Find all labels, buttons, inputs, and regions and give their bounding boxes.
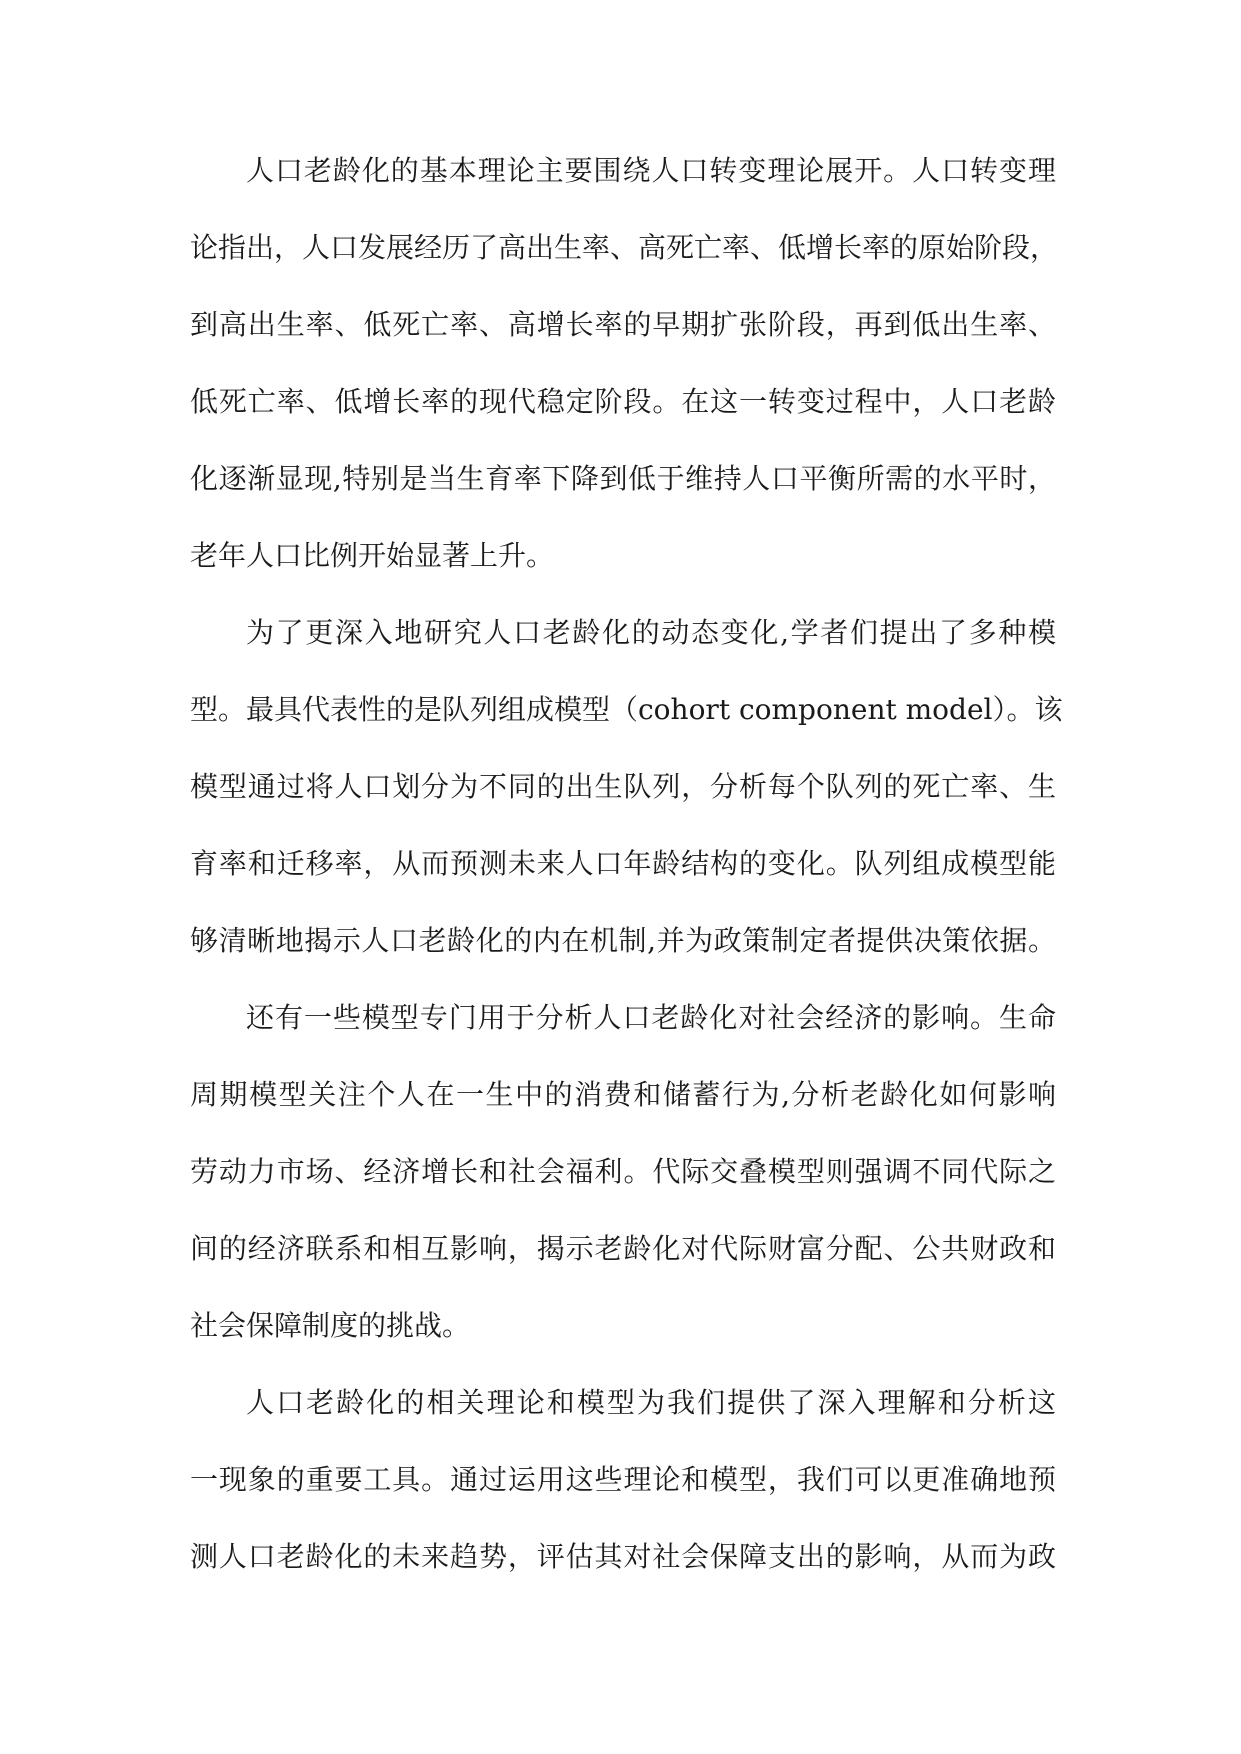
text-line: 测人口老龄化的未来趋势，评估其对社会保障支出的影响，从而为政 — [190, 1540, 1056, 1573]
text-line: 人口老龄化的基本理论主要围绕人口转变理论展开。人口转变理 — [246, 154, 1056, 187]
paragraph-1 — [190, 140, 1059, 602]
text-line: 论指出，人口发展经历了高出生率、高死亡率、低增长率的原始阶段， — [190, 231, 1059, 264]
text-line: 够清晰地揭示人口老龄化的内在机制,并为政策制定者提供决策依据。 — [190, 924, 1056, 957]
text-line: 型。最具代表性的是队列组成模型（cohort component model）。该 — [190, 693, 1063, 726]
text-line: 还有一些模型专门用于分析人口老龄化对社会经济的影响。生命 — [246, 1001, 1056, 1034]
text-line: 到高出生率、低死亡率、高增长率的早期扩张阶段，再到低出生率、 — [190, 308, 1056, 341]
text-line: 人口老龄化的相关理论和模型为我们提供了深入理解和分析这 — [246, 1386, 1056, 1419]
text-line: 社会保障制度的挑战。 — [190, 1309, 471, 1342]
paragraph-3 — [190, 987, 1056, 1372]
text-line: 间的经济联系和相互影响，揭示老龄化对代际财富分配、公共财政和 — [190, 1232, 1056, 1265]
text-line: 为了更深入地研究人口老龄化的动态变化,学者们提出了多种模 — [246, 616, 1056, 649]
text-line: 低死亡率、低增长率的现代稳定阶段。在这一转变过程中，人口老龄 — [190, 385, 1056, 418]
text-line: 周期模型关注个人在一生中的消费和储蓄行为,分析老龄化如何影响 — [190, 1078, 1056, 1111]
paragraph-4 — [190, 1372, 1056, 1603]
paragraph-2 — [190, 602, 1063, 987]
text-line: 一现象的重要工具。通过运用这些理论和模型，我们可以更准确地预 — [190, 1463, 1056, 1496]
text-line: 模型通过将人口划分为不同的出生队列，分析每个队列的死亡率、生 — [190, 770, 1056, 803]
text-line: 老年人口比例开始显著上升。 — [190, 539, 555, 572]
document-body — [190, 140, 1063, 1603]
text-line: 育率和迁移率，从而预测未来人口年龄结构的变化。队列组成模型能 — [190, 847, 1056, 880]
text-line: 劳动力市场、经济增长和社会福利。代际交叠模型则强调不同代际之 — [190, 1155, 1056, 1188]
text-line: 化逐渐显现,特别是当生育率下降到低于维持人口平衡所需的水平时， — [190, 462, 1056, 495]
